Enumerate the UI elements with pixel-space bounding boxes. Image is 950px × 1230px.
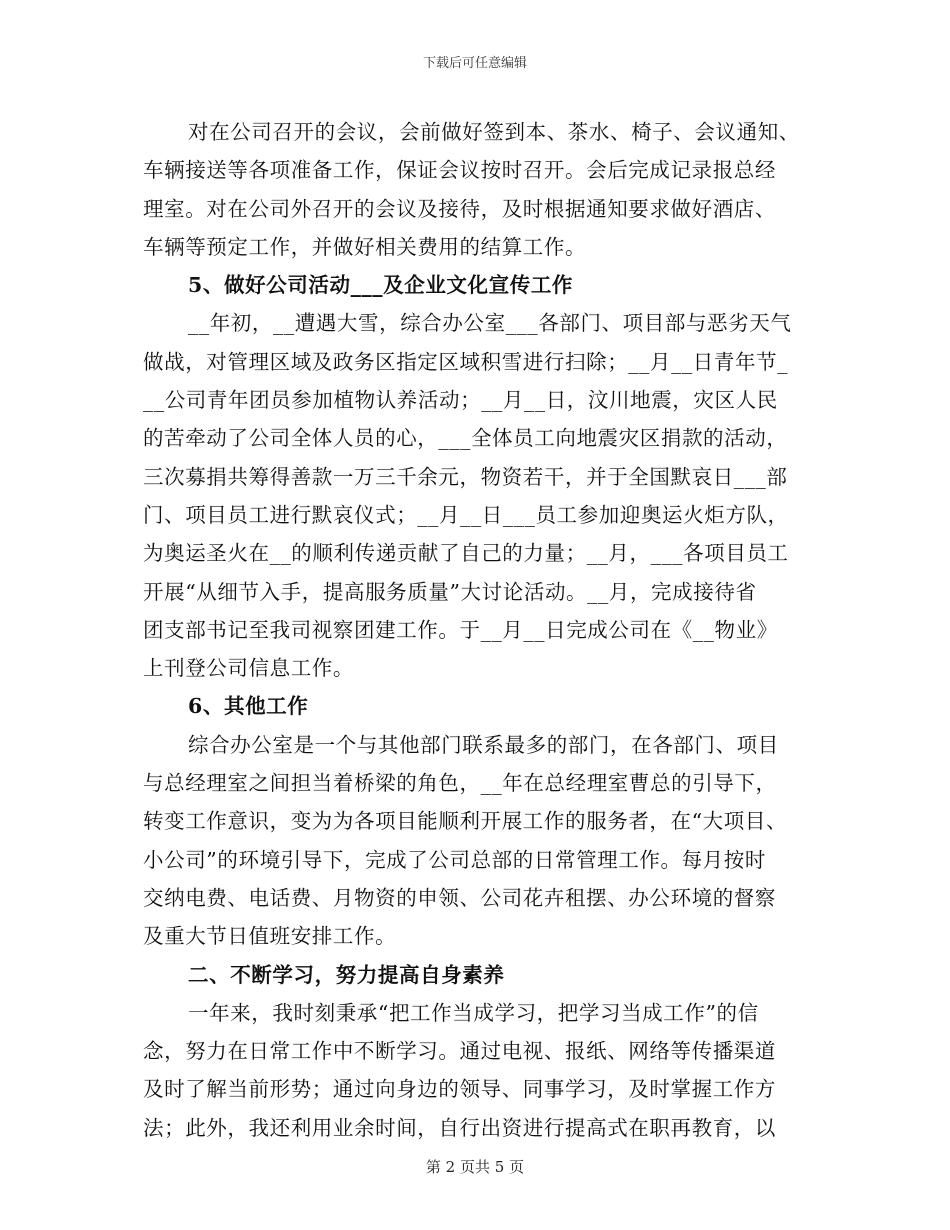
text-line: 上刊登公司信息工作。 (143, 656, 354, 681)
paragraph-continuous-learning (143, 994, 823, 1147)
text-line: 理室。对在公司外召开的会议及接待，及时根据通知要求做好酒店、 (143, 196, 776, 221)
text-line: 车辆等预定工作，并做好相关费用的结算工作。 (143, 234, 587, 259)
text-line: 的苦牵动了公司全体人员的心，___全体员工向地震灾区捐款的活动， (143, 426, 788, 451)
heading-text: 6、其他工作 (188, 694, 309, 719)
paragraph-other-work (143, 726, 823, 956)
section-heading-2 (143, 956, 823, 994)
paragraph-company-activities (143, 304, 823, 687)
heading-text: 二、不断学习，努力提高自身素养 (188, 962, 505, 987)
text-line: 三次募捐共筹得善款一万三千余元，物资若干，并于全国默哀日___部 (143, 464, 788, 489)
text-line: 交纳电费、电话费、月物资的申领、公司花卉租摆、办公环境的督察 (143, 885, 776, 910)
text-line: 综合办公室是一个与其他部门联系最多的部门，在各部门、项目 (188, 732, 779, 757)
text-line: 及重大节日值班安排工作。 (143, 924, 397, 949)
text-line: 门、项目员工进行默哀仪式；__月__日___员工参加迎奥运火炬方队， (143, 502, 789, 527)
page-number: 第 2 页共 5 页 (425, 1158, 525, 1176)
text-line: 团支部书记至我司视察团建工作。于__月__日完成公司在《__物业》 (143, 617, 778, 642)
text-line: 与总经理室之间担当着桥梁的角色，__年在总经理室曹总的引导下， (143, 771, 777, 796)
text-line: 做战，对管理区域及政务区指定区域积雪进行扫除；__月__日青年节_ (143, 349, 789, 374)
page-header: 下载后可任意编辑 (422, 56, 527, 71)
section-heading-6 (143, 687, 823, 725)
section-heading-5 (143, 266, 823, 304)
text-line: 及时了解当前形势；通过向身边的领导、同事学习，及时掌握工作方 (143, 1077, 776, 1102)
text-line: 法；此外，我还利用业余时间，自行出资进行提高式在职再教育，以 (143, 1115, 776, 1140)
text-line: 一年来，我时刻秉承“把工作当成学习，把学习当成工作”的信 (188, 1000, 759, 1025)
heading-text: 5、做好公司活动___及企业文化宣传工作 (188, 273, 574, 298)
text-line: 对在公司召开的会议，会前做好签到本、茶水、椅子、会议通知、 (188, 120, 800, 144)
paragraph-meeting-arrangements (143, 113, 823, 266)
text-line: 车辆接送等各项准备工作，保证会议按时召开。会后完成记录报总经 (143, 158, 776, 183)
text-line: 小公司”的环境引导下，完成了公司总部的日常管理工作。每月按时 (143, 847, 766, 872)
text-line: 开展“从细节入手，提高服务质量”大讨论活动。__月，完成接待省 (143, 579, 757, 604)
document-body (143, 113, 823, 1147)
text-line: 转变工作意识，变为为各项目能顺利开展工作的服务者，在“大项目、 (143, 809, 788, 834)
text-line: 念，努力在日常工作中不断学习。通过电视、报纸、网络等传播渠道 (143, 1039, 776, 1064)
text-line: 为奥运圣火在__的顺利传递贡献了自己的力量；__月，___各项目员工 (143, 541, 789, 566)
text-line: __年初，__遭遇大雪，综合办公室___各部门、项目部与恶劣天气 (188, 311, 792, 336)
text-line: __公司青年团员参加植物认养活动；__月__日，汶川地震，灾区人民 (143, 388, 778, 413)
